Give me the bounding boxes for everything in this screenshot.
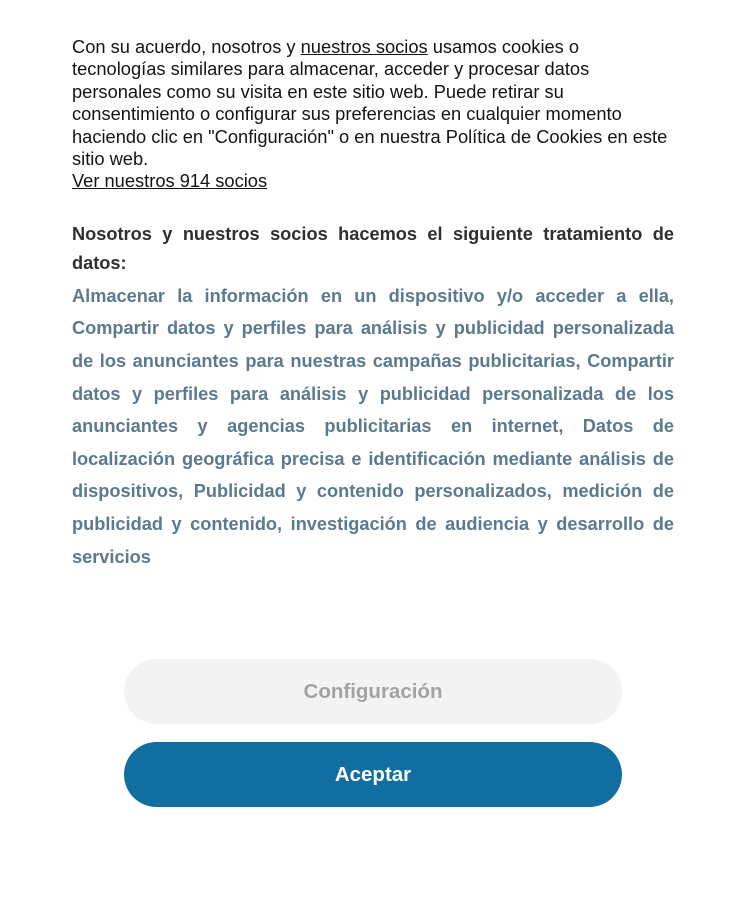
partners-inline-link[interactable]: nuestros socios xyxy=(300,36,428,57)
purposes-heading: Nosotros y nuestros socios hacemos el siguiente tratamiento de datos: xyxy=(72,223,674,274)
view-partners-link[interactable]: Ver nuestros 914 socios xyxy=(72,170,268,192)
purposes-list: Almacenar la información en un dispositivo y/o acceder a ella, Compartir datos y perfiles para análisis y publicidad personalizada de los anunciantes para nuestras campañas publicitarias, Compartir datos y perfiles para análisis y publicidad personalizada de los anunciantes y agencias publicitarias en internet, Datos de localización geográfica precisa e identificación mediante análisis de dispositivos, Publicidad y contenido personalizados, medición de publicidad y contenido, investigación de audiencia y desarrollo de servicios xyxy=(72,285,674,567)
consent-panel xyxy=(72,36,674,573)
consent-intro xyxy=(72,36,674,170)
configure-button[interactable]: Configuración xyxy=(124,659,622,724)
accept-button[interactable]: Aceptar xyxy=(124,742,622,807)
intro-text-start: Con su acuerdo, nosotros y xyxy=(72,36,301,57)
intro-text-end: usamos cookies o tecnologías similares para almacenar, acceder y procesar datos personales como su visita en este sitio web. Puede retirar su consentimiento o configurar sus preferencias en cualquier momento haciendo clic en "Configuración" o en nuestra Política de Cookies en este sitio web. xyxy=(72,36,668,170)
